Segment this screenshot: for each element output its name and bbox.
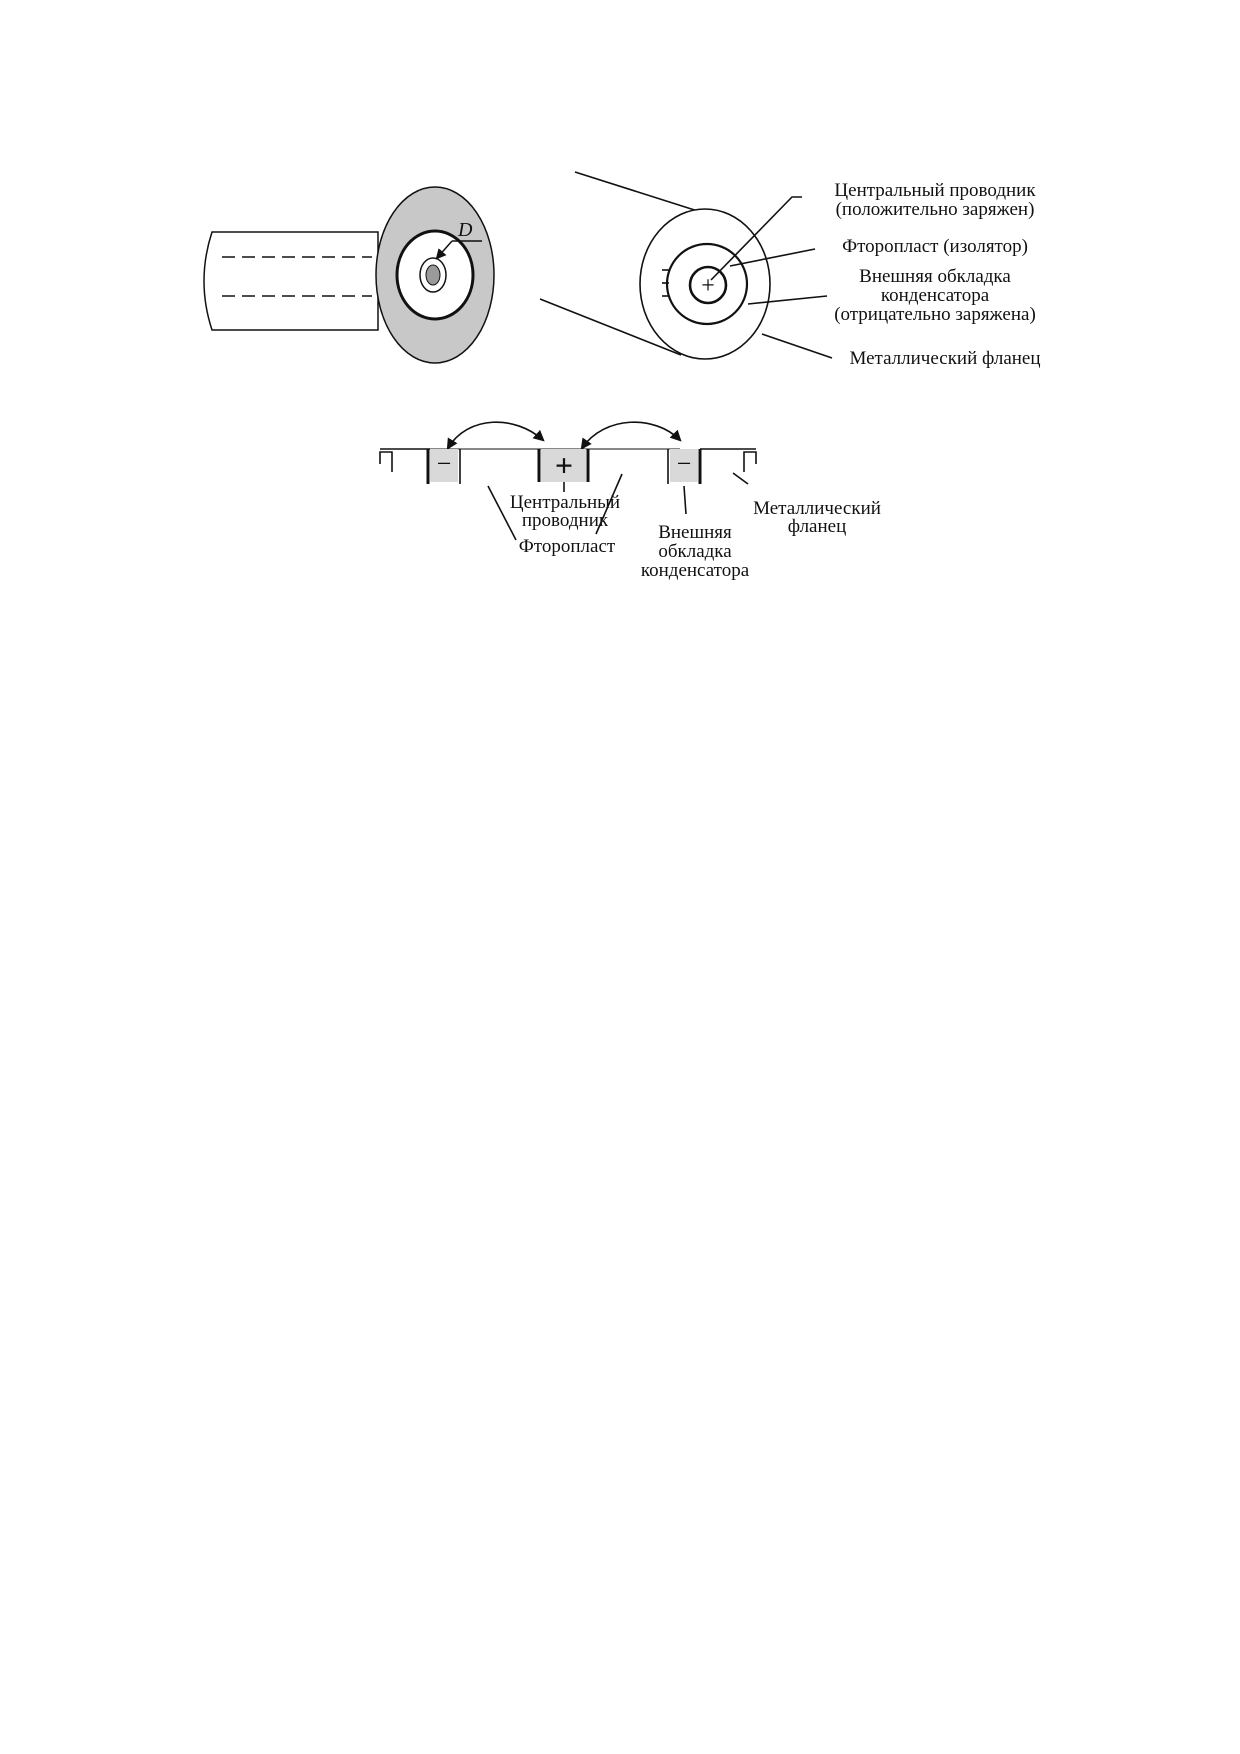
label-bottom-flange-line1: Металлический xyxy=(753,498,881,519)
label-outer-plate-line1: Внешняя обкладка xyxy=(859,266,1011,287)
connector-perspective-view xyxy=(204,187,494,363)
label-bottom-flange-line2: фланец xyxy=(787,516,847,537)
label-bottom-central-line2: проводник xyxy=(521,510,609,531)
label-bottom-ptfe: Фторопласт xyxy=(518,536,616,557)
label-bottom-outer-plate-line1: Внешняя xyxy=(658,522,732,543)
label-flange: Металлический фланец xyxy=(849,348,1041,369)
coaxial-cross-section xyxy=(540,172,1041,369)
label-bottom-outer-plate-line3: конденсатора xyxy=(640,560,750,581)
plus-sign-center: + xyxy=(554,447,574,483)
minus-sign-left: − xyxy=(436,449,452,478)
label-bottom-outer-plate-line2: обкладка xyxy=(658,541,732,562)
label-bottom-central-line1: Центральный xyxy=(509,492,621,513)
minus-sign-right: − xyxy=(676,449,692,478)
center-pin xyxy=(426,265,440,285)
field-arc-left xyxy=(448,422,543,448)
flange-left-outline xyxy=(380,452,392,472)
leader-flange xyxy=(762,334,832,358)
label-central-conductor-line2: (положительно заряжен) xyxy=(835,199,1035,220)
label-central-conductor-line1: Центральный проводник xyxy=(834,180,1036,201)
label-ptfe: Фторопласт (изолятор) xyxy=(842,236,1028,257)
dimension-label-d: D xyxy=(458,219,473,241)
label-outer-plate-line2: конденсатора xyxy=(880,285,990,306)
longitudinal-section xyxy=(380,422,881,581)
cable-edge-top xyxy=(575,172,704,213)
connector-barrel xyxy=(204,232,378,330)
leader-bottom-flange xyxy=(733,473,748,484)
field-arc-right xyxy=(582,422,680,448)
central-plus-sign: + xyxy=(701,273,715,299)
flange-right-outline xyxy=(744,452,756,472)
leader-bottom-outer-plate xyxy=(684,486,686,514)
label-outer-plate-line3: (отрицательно заряжена) xyxy=(834,304,1036,325)
